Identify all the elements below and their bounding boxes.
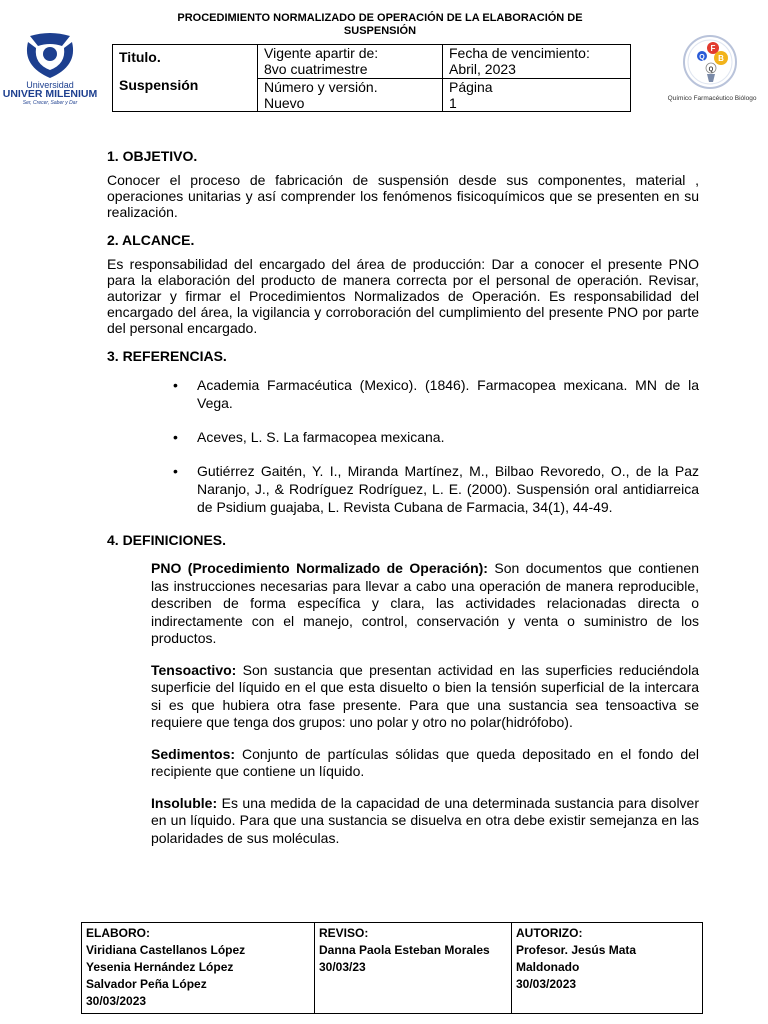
autorizo-label: AUTORIZO: [516,926,583,940]
letter-q-1: Q [699,54,705,61]
document-body [107,148,699,861]
title-label: Titulo. [119,49,161,65]
referencias-heading: 3. REFERENCIAS. [107,348,227,364]
definition-item [151,746,699,781]
autorizo-cell [512,923,703,1014]
version-label: Número y versión. [264,78,378,95]
university-name-line1: Universidad [26,80,74,90]
university-slogan: Ser, Crecer, Saber y Dar [22,100,78,106]
elaboro-name: Yesenia Hernández López [86,960,234,974]
reviso-name: Danna Paola Esteban Morales [319,943,490,957]
objetivo-text: Conocer el proceso de fabricación de suspensión desde sus componentes, material , operaciones unitarias y así comprender los fenómenos fisicoquímicos que se presenten en su realización. [107,172,699,220]
elaboro-cell [82,923,315,1014]
reviso-date: 30/03/23 [319,960,366,974]
definiciones-heading: 4. DEFINICIONES. [107,532,227,548]
version-cell [258,78,443,112]
qfb-emblem-icon [658,30,766,114]
elaboro-label: ELABORO: [86,926,150,940]
alcance-heading: 2. ALCANCE. [107,232,195,248]
signature-table [81,922,703,1014]
document-title: PROCEDIMIENTO NORMALIZADO DE OPERACIÓN DE LA ELABORACIÓN DE SUSPENSIÓN [177,12,583,37]
definition-term: PNO (Procedimiento Normalizado de Operación): [151,560,488,576]
program-logo [658,30,766,114]
definition-item [151,795,699,848]
letter-f: F [710,44,716,53]
expiry-cell [443,45,631,79]
program-name: Químico Farmacéutico Biólogo [667,95,757,102]
reference-text: Academia Farmacéutica (Mexico). (1846). Farmacopea mexicana. MN de la Vega. [197,377,699,411]
bullet-icon: • [173,377,178,393]
elaboro-date: 30/03/2023 [86,994,147,1008]
definition-text: Es una medida de la capacidad de una determinada sustancia para disolver en un líquido. Para que una sustancia se disuelva en otra debe existir semejanza en las polaridades de sus moléculas. [151,794,699,846]
version-value: Nuevo [264,94,305,111]
elaboro-name: Viridiana Castellanos López [86,943,246,957]
elaboro-name: Salvador Peña López [86,977,207,991]
objetivo-heading: 1. OBJETIVO. [107,148,198,164]
reference-text: Gutiérrez Gaitén, Y. I., Miranda Martínez, M., Bilbao Revoredo, O., de la Paz Naranjo, J., & Rodríguez Rodríguez, L. E. (2000). Suspensión oral antidiarreica de Psidium guajaba, L. Revista Cubana de Farmacia, 34(1), 44-49. [197,463,699,515]
autorizo-name: Profesor. Jesús Mata Maldonado [516,943,637,974]
references-list [107,376,699,516]
title-cell [113,45,258,112]
definition-term: Sedimentos: [151,745,236,762]
bullet-icon: • [173,429,178,445]
reviso-cell [315,923,512,1014]
definition-term: Insoluble: [151,794,218,811]
expiry-value: Abril, 2023 [449,61,516,77]
list-item [107,462,699,516]
autorizo-date: 30/03/2023 [516,977,577,991]
valid-cell [258,45,443,79]
list-item [107,376,699,412]
definition-text: Son sustancia que presentan actividad en las superficies reduciéndola superficie del líquido en el que esta disuelto o bien la tensión superficial de la intercara si es que hubiera otra fase presente. Para que una sustancia sea tensoactiva se requiere que tenga dos grupos: uno polar y otro no polar(hidrófobo). [151,661,699,730]
page-label: Página [449,78,493,95]
header-table [112,44,631,112]
expiry-label: Fecha de vencimiento: [449,45,590,61]
title-value: Suspensión [119,77,199,93]
valid-value: 8vo cuatrimestre [264,61,368,77]
page-value: 1 [449,94,457,111]
definition-item [151,560,699,648]
definition-term: Tensoactivo: [151,661,237,678]
page-cell [443,78,631,112]
valid-label: Vigente apartir de: [264,45,379,61]
university-name-line2: UNIVER MILENIUM [2,88,98,100]
reviso-label: REVISO: [319,926,369,940]
definition-text: Conjunto de partículas sólidas que queda depositado en el fondo del recipiente que contiene un líquido. [151,745,699,779]
bullet-icon: • [173,463,178,479]
definition-item [151,662,699,732]
university-emblem-icon [0,32,104,112]
list-item [107,428,699,446]
reference-text: Aceves, L. S. La farmacopea mexicana. [197,429,445,445]
university-logo [0,32,104,112]
alcance-text: Es responsabilidad del encargado del área de producción: Dar a conocer el presente PNO para la elaboración del producto de manera correcta por el personal de operación. Revisar, autorizar y firmar el Procedimientos Normalizados de Operación. Es responsabilidad del encargado del área, la vigilancia y corroboración del cumplimiento del presente PNO por parte del personal encargado. [107,256,699,336]
letter-q-2: Q [708,67,714,73]
letter-b: B [718,54,724,63]
definition-text: Son documentos que contienen las instrucciones necesarias para llevar a cabo una operación de manera reproducible, describen de forma específica y clara, las actividades relacionadas directa o indirectamente con el manejo, control, conservación y venta o suministro de los productos. [151,560,699,646]
